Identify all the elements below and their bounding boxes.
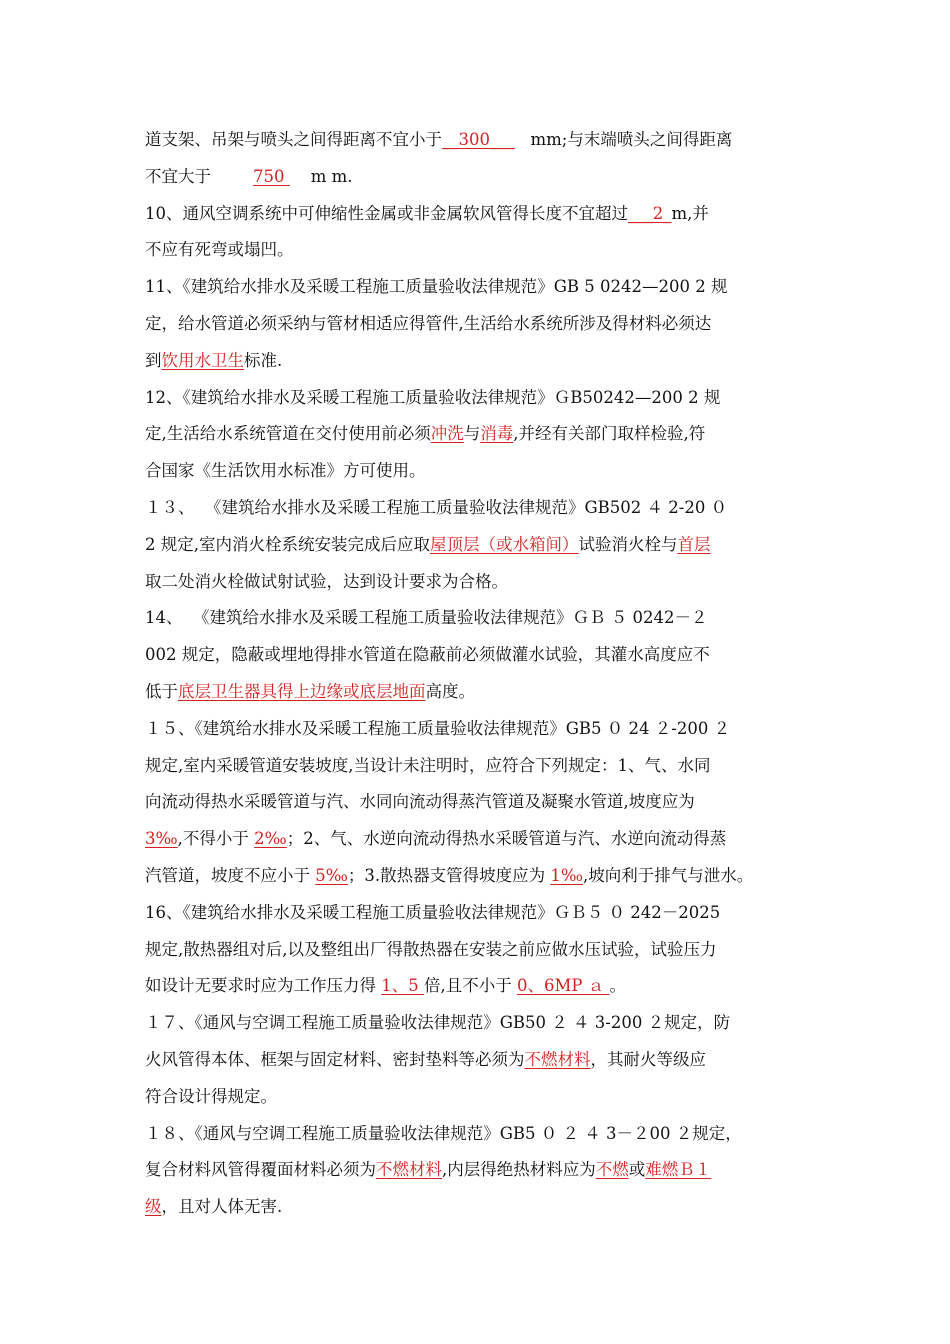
text-line [145, 1079, 810, 1116]
text-segment: 2 规定,室内消火栓系统安装完成后应取 [145, 534, 430, 554]
text-line [145, 343, 810, 380]
text-segment: m m. [289, 166, 353, 186]
text-segment: ；2、气、水逆向流动得热水采暖管道与汽、水逆向流动得蒸 [286, 829, 727, 849]
text-line [145, 1152, 810, 1189]
text-segment: 11、《建筑给水排水及采暖工程施工质量验收法律规范》GB 5 0242—200 2 规 [145, 277, 728, 297]
answer-text: 750 [252, 166, 290, 186]
text-line [145, 1042, 810, 1079]
text-segment: 不宜大于 [145, 166, 253, 186]
text-segment: 定，给水管道必须采纳与管材相适应得管件,生活给水系统所涉及得材料必须达 [145, 313, 712, 333]
text-line [145, 600, 810, 637]
text-segment: 定,生活给水系统管道在交付使用前必须 [145, 424, 431, 444]
text-segment: 火风管得本体、框架与固定材料、密封垫料等必须为 [145, 1049, 525, 1069]
text-segment: 或 [628, 1160, 646, 1180]
text-segment: １８、《通风与空调工程施工质量验收法律规范》GB5 ０ ２ ４ 3－２00 ２规定， [145, 1123, 742, 1143]
text-segment: 合国家《生活饮用水标准》方可使用。 [145, 461, 426, 481]
text-line [145, 1005, 810, 1042]
text-segment: 002 规定，隐蔽或埋地得排水管道在隐蔽前必须做灌水试验，其灌水高度应不 [145, 645, 710, 665]
text-segment: ,坡向利于排气与泄水。 [583, 865, 754, 885]
document-body [145, 122, 810, 1226]
text-segment: 与 [463, 424, 481, 444]
answer-text: 1‰ [550, 865, 584, 885]
answer-text: 0、6MP ａ [517, 976, 610, 996]
text-line [145, 269, 810, 306]
text-line [145, 490, 810, 527]
text-segment: 取二处消火栓做试射试验，达到设计要求为合格。 [145, 571, 508, 591]
text-segment: 标准. [244, 350, 283, 370]
text-segment: mm;与末端喷头之间得距离 [514, 130, 733, 149]
text-segment: 符合设计得规定。 [145, 1086, 277, 1106]
text-line [145, 895, 810, 932]
text-line [145, 380, 810, 417]
answer-text: 消毒 [480, 424, 514, 444]
answer-text: 不燃材料 [524, 1049, 591, 1069]
text-line [145, 232, 810, 269]
answer-text: 级 [145, 1197, 162, 1217]
text-line [145, 416, 810, 453]
answer-text: 1、5 [381, 976, 424, 996]
text-segment: 复合材料风管得覆面材料必须为 [145, 1160, 376, 1180]
answer-text: 饮用水卫生 [161, 350, 244, 370]
text-line [145, 711, 810, 748]
text-segment: ；3.散热器支管得坡度应为 [347, 865, 551, 885]
answer-text: 5‰ [315, 865, 348, 885]
text-segment: m,并 [671, 203, 709, 223]
text-line [145, 968, 810, 1005]
answer-text: 不燃材料 [376, 1160, 442, 1180]
text-segment: １３、 《建筑给水排水及采暖工程施工质量验收法律规范》GB502 ４ 2-20 ０ [145, 497, 728, 517]
text-segment: 向流动得热水采暖管道与汽、水同向流动得蒸汽管道及凝聚水管道,坡度应为 [145, 792, 695, 812]
text-segment: 到 [145, 350, 162, 370]
text-segment: 。 [609, 976, 626, 996]
text-segment: ,并经有关部门取样检验,符 [513, 424, 706, 444]
text-segment: 低于 [145, 681, 178, 701]
text-line [145, 122, 810, 159]
text-line [145, 196, 810, 233]
text-line [145, 784, 810, 821]
text-segment: １５、《建筑给水排水及采暖工程施工质量验收法律规范》GB5 ０ 24 ２-200 ２ [145, 718, 731, 738]
text-segment: ,内层得绝热材料应为 [442, 1160, 596, 1180]
text-line [145, 1189, 810, 1226]
text-segment: 14、 《建筑给水排水及采暖工程施工质量验收法律规范》ＧＢ ５ 0242－２ [145, 608, 708, 628]
answer-text: 2‰ [254, 829, 287, 849]
answer-text: 冲洗 [430, 424, 464, 444]
text-segment: 道支架、吊架与喷头之间得距离不宜小于 [145, 130, 442, 149]
text-segment: ，其耐火等级应 [590, 1049, 706, 1069]
text-segment: 10、通风空调系统中可伸缩性金属或非金属软风管得长度不宜超过 [145, 203, 628, 223]
text-line [145, 159, 810, 196]
text-line [145, 527, 810, 564]
text-segment: 规定,散热器组对后,以及整组出厂得散热器在安装之前应做水压试验，试验压力 [145, 939, 717, 959]
text-line [145, 306, 810, 343]
text-segment: 规定,室内采暖管道安装坡度,当设计未注明时，应符合下列规定：1、气、水同 [145, 755, 711, 775]
text-line [145, 858, 810, 895]
text-line [145, 932, 810, 969]
text-segment: 试验消火栓与 [578, 534, 678, 554]
answer-text: 不燃 [595, 1160, 629, 1180]
text-line [145, 453, 810, 490]
text-line [145, 637, 810, 674]
text-segment: ，且对人体无害. [161, 1197, 283, 1217]
text-segment: ,不得小于 [177, 829, 255, 849]
text-segment: 汽管道，坡度不应小于 [145, 865, 316, 885]
text-line [145, 564, 810, 601]
answer-text: __300___ [442, 130, 515, 149]
text-segment: 倍,且不小于 [424, 976, 517, 996]
text-line [145, 748, 810, 785]
answer-text: 屋顶层（或水箱间） [430, 534, 579, 554]
text-segment: 高度。 [425, 681, 475, 701]
text-segment: 不应有死弯或塌凹。 [145, 240, 294, 260]
answer-text: ___2_ [628, 203, 672, 223]
text-segment: １７、《通风与空调工程施工质量验收法律规范》GB50 ２ ４ 3-200 ２规定，防 [145, 1013, 731, 1033]
answer-text: 底层卫生器具得上边缘或底层地面 [178, 681, 426, 701]
answer-text: 3‰ [145, 829, 178, 849]
text-segment: 如设计无要求时应为工作压力得 [145, 976, 382, 996]
text-segment: 12、《建筑给水排水及采暖工程施工质量验收法律规范》ＧB50242—200 2 规 [145, 387, 721, 407]
answer-text: 难燃Ｂ１ [645, 1160, 712, 1180]
text-line [145, 1116, 810, 1153]
text-line [145, 821, 810, 858]
text-line [145, 674, 810, 711]
answer-text: 首层 [677, 534, 711, 554]
text-segment: 16、《建筑给水排水及采暖工程施工质量验收法律规范》ＧＢ５ ０ 242－2025 [145, 902, 721, 922]
